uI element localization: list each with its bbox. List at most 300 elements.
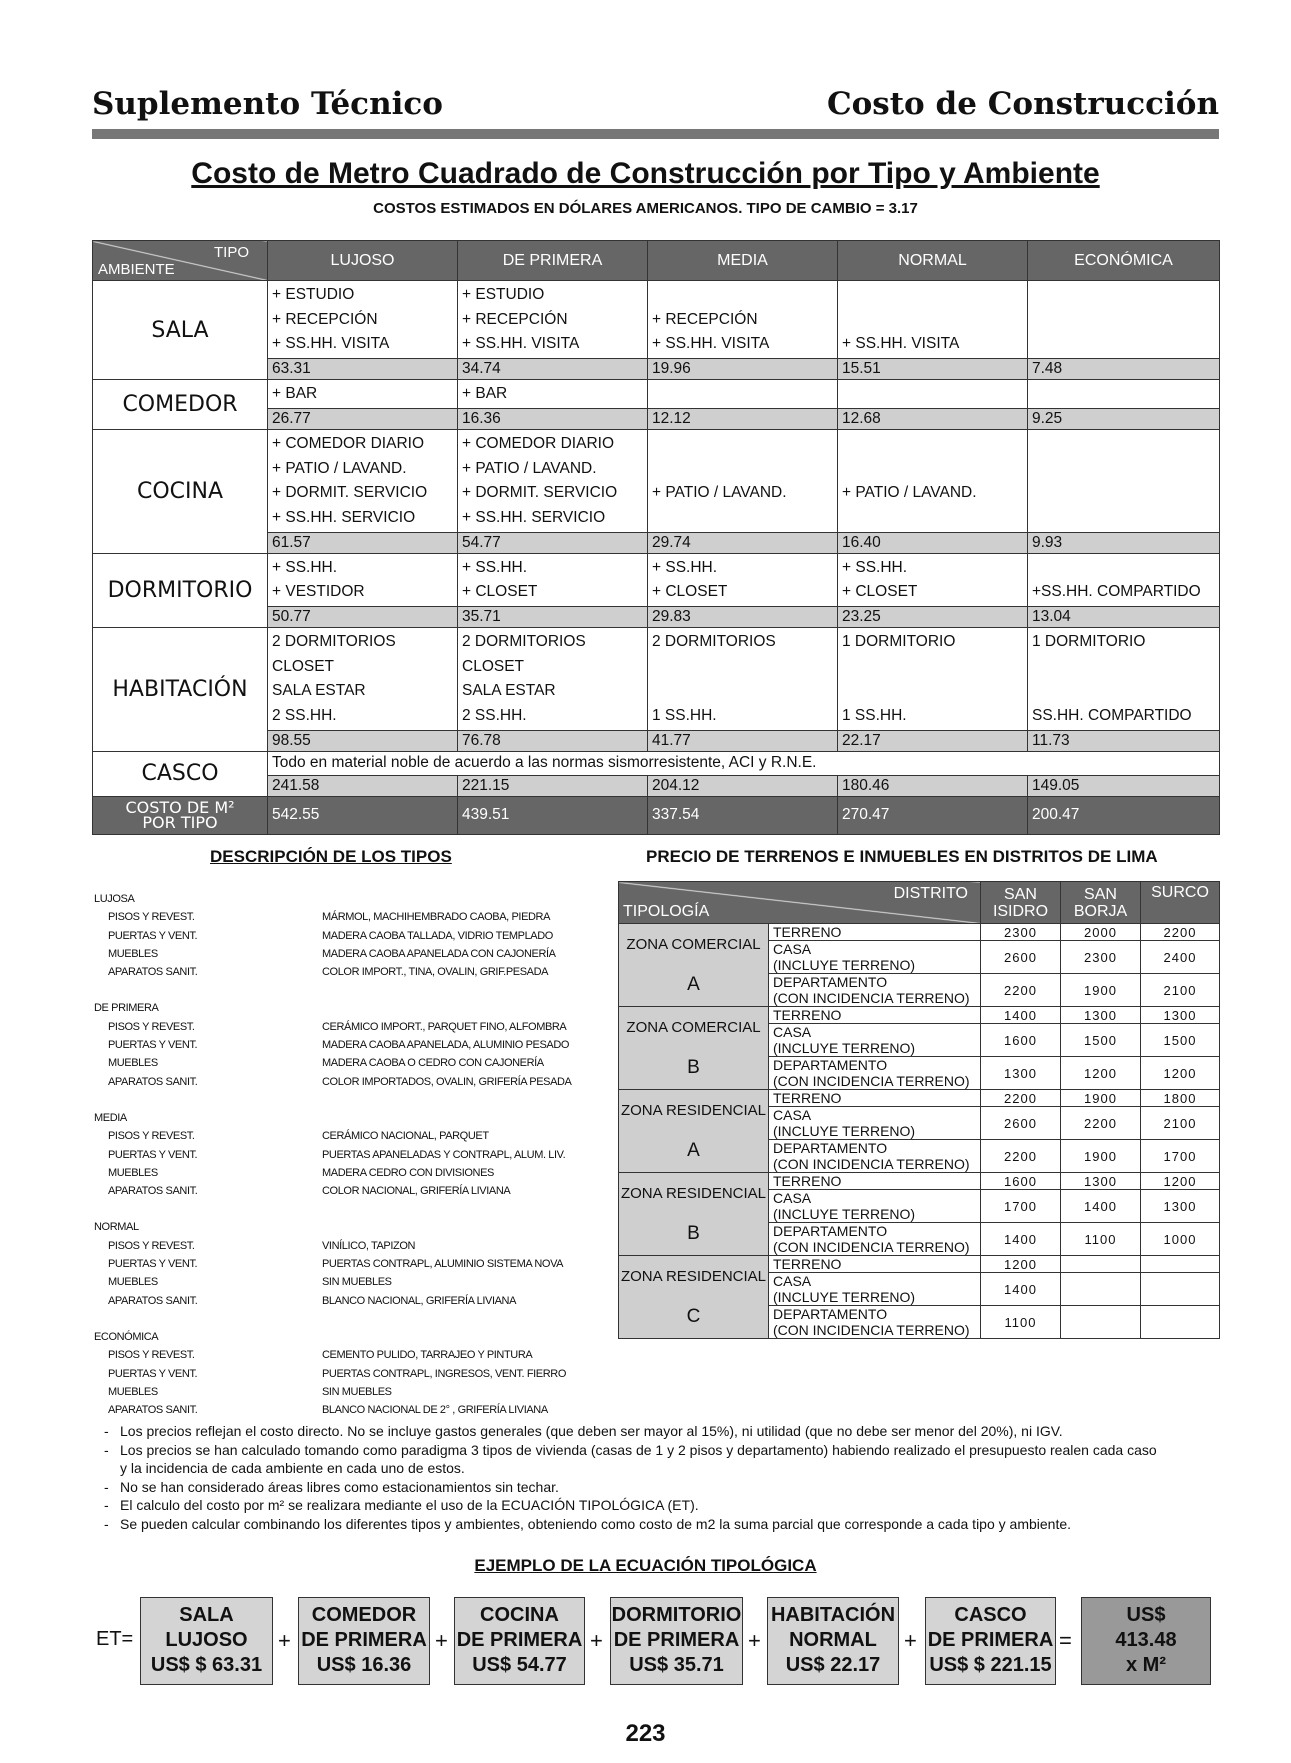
- district-header: SURCO: [1141, 882, 1220, 924]
- type-item-key: APARATOS SANIT.: [108, 966, 198, 979]
- land-price-table: [618, 881, 1220, 1339]
- property-type-line: (INCLUYE TERRENO): [773, 1289, 916, 1305]
- type-item-key: APARATOS SANIT.: [108, 1294, 198, 1307]
- types-description: [94, 890, 582, 1437]
- casco-description: Todo en material noble de acuerdo a las normas sismorresistente, ACI y R.N.E.: [268, 751, 1220, 775]
- cost-value: 16.40: [838, 532, 1028, 553]
- total-value: 270.47: [838, 796, 1028, 834]
- notes-list: [104, 1422, 1157, 1533]
- property-type: [769, 1007, 981, 1024]
- price-value: 2200: [1141, 924, 1220, 941]
- type-item-key: PUERTAS Y VENT.: [108, 1258, 198, 1271]
- type-item: [94, 1346, 582, 1364]
- property-type-line: (CON INCIDENCIA TERRENO): [773, 1322, 970, 1338]
- equation-result-box: [1081, 1597, 1211, 1685]
- col-header: DE PRIMERA: [458, 241, 648, 281]
- type-item: [94, 1255, 582, 1273]
- zone-name: ZONA RESIDENCIAL: [620, 1102, 767, 1119]
- ambiente-label: COCINA: [93, 429, 268, 553]
- property-type-line: CASA: [773, 1024, 812, 1040]
- price-value: 1400: [981, 1007, 1061, 1024]
- type-item: [94, 1054, 582, 1072]
- type-item-key: PUERTAS Y VENT.: [108, 1148, 198, 1161]
- type-item-key: APARATOS SANIT.: [108, 1075, 198, 1088]
- zone-name: ZONA RESIDENCIAL: [620, 1268, 767, 1285]
- property-type: [769, 1223, 981, 1256]
- property-type-line: DEPARTAMENTO: [773, 1057, 888, 1073]
- land-corner-bottom: TIPOLOGÍA: [623, 903, 710, 920]
- price-value: 1500: [1061, 1024, 1141, 1057]
- equation-term-line: CASCO: [954, 1604, 1027, 1626]
- type-group: [94, 890, 582, 981]
- equation-term-line: US$ $ 221.15: [929, 1654, 1052, 1676]
- property-type: [769, 1173, 981, 1190]
- price-value: 1200: [1141, 1173, 1220, 1190]
- type-item: [94, 1127, 582, 1145]
- zone-label: [619, 1256, 769, 1339]
- header-divider: [92, 129, 1219, 139]
- ambiente-description: + RECEPCIÓN + SS.HH. VISITA: [648, 281, 838, 359]
- zone-letter: B: [687, 1057, 700, 1078]
- ambiente-description: [1028, 429, 1220, 532]
- ambiente-description: + COMEDOR DIARIO + PATIO / LAVAND. + DORMIT. SERVICIO + SS.HH. SERVICIO: [268, 429, 458, 532]
- type-item-key: PISOS Y REVEST.: [108, 1239, 195, 1252]
- property-type-line: CASA: [773, 1273, 812, 1289]
- type-item-value: MADERA CAOBA O CEDRO CON CAJONERÍA: [322, 1057, 544, 1070]
- type-item-key: MUEBLES: [108, 1385, 158, 1398]
- plus-sign: +: [748, 1628, 761, 1653]
- equation-result-line: 413.48: [1115, 1629, 1177, 1651]
- ambiente-description: + SS.HH. + CLOSET: [648, 553, 838, 606]
- property-type-line: TERRENO: [773, 1173, 842, 1189]
- type-item: [94, 1036, 582, 1054]
- zone-letter: A: [687, 1140, 700, 1161]
- cost-table: [92, 240, 1220, 835]
- ambiente-description: [1028, 380, 1220, 409]
- cost-value: 22.17: [838, 730, 1028, 751]
- cost-value: 35.71: [458, 607, 648, 628]
- price-value: 1200: [981, 1256, 1061, 1273]
- property-type-line: CASA: [773, 1190, 812, 1206]
- property-type: [769, 1107, 981, 1140]
- price-value: 1900: [1061, 974, 1141, 1007]
- corner-top-label: TIPO: [213, 244, 249, 261]
- property-type-line: DEPARTAMENTO: [773, 1140, 888, 1156]
- type-group: [94, 1328, 582, 1419]
- ambiente-description: + ESTUDIO + RECEPCIÓN + SS.HH. VISITA: [268, 281, 458, 359]
- ambiente-label: HABITACIÓN: [93, 628, 268, 752]
- price-value: 2600: [981, 941, 1061, 974]
- property-type-line: (CON INCIDENCIA TERRENO): [773, 990, 970, 1006]
- type-item-value: MADERA CAOBA TALLADA, VIDRIO TEMPLADO: [322, 929, 553, 942]
- equation-term-box: [767, 1597, 899, 1685]
- note-item: [104, 1515, 1157, 1534]
- ambiente-description: 2 DORMITORIOS 1 SS.HH.: [648, 628, 838, 731]
- type-name: DE PRIMERA: [94, 1002, 159, 1015]
- property-type: [769, 941, 981, 974]
- price-value: 1200: [1061, 1057, 1141, 1090]
- type-item-value: MADERA CEDRO CON DIVISIONES: [322, 1166, 494, 1179]
- type-item-value: BLANCO NACIONAL DE 2° , GRIFERÍA LIVIANA: [322, 1404, 548, 1417]
- price-value: 1500: [1141, 1024, 1220, 1057]
- property-type-line: TERRENO: [773, 1090, 842, 1106]
- property-type: [769, 1273, 981, 1306]
- zone-name: ZONA RESIDENCIAL: [620, 1185, 767, 1202]
- equation-term-line: COMEDOR: [311, 1604, 417, 1626]
- note-item: [104, 1422, 1157, 1441]
- property-type: [769, 924, 981, 941]
- note-text: Los precios se han calculado tomando como paradigma 3 tipos de vivienda (casas de 1 y 2 pisos y departamento) habiendo realizado el presupuesto realen cada caso: [120, 1441, 1157, 1458]
- property-type-line: TERRENO: [773, 1256, 842, 1272]
- type-name: ECONÓMICA: [94, 1330, 159, 1343]
- cost-value: 9.25: [1028, 408, 1220, 429]
- price-value: [1061, 1273, 1141, 1306]
- col-header: ECONÓMICA: [1028, 241, 1220, 281]
- type-item-value: MÁRMOL, MACHIHEMBRADO CAOBA, PIEDRA: [322, 911, 551, 924]
- cost-value: 63.31: [268, 359, 458, 380]
- note-bullet: -: [104, 1441, 109, 1458]
- property-type: [769, 974, 981, 1007]
- ambiente-description: + PATIO / LAVAND.: [838, 429, 1028, 532]
- total-value: 337.54: [648, 796, 838, 834]
- cost-value: 11.73: [1028, 730, 1220, 751]
- price-value: 1800: [1141, 1090, 1220, 1107]
- type-name: NORMAL: [94, 1221, 139, 1234]
- price-value: 1300: [1061, 1007, 1141, 1024]
- note-item: [104, 1496, 1157, 1515]
- price-value: 1900: [1061, 1140, 1141, 1173]
- type-item: [94, 908, 582, 926]
- price-value: 2100: [1141, 1107, 1220, 1140]
- price-value: 2100: [1141, 974, 1220, 1007]
- price-value: [1141, 1306, 1220, 1339]
- type-item: [94, 1273, 582, 1291]
- type-item: [94, 1401, 582, 1419]
- price-value: 1400: [1061, 1190, 1141, 1223]
- ambiente-description: 2 DORMITORIOS CLOSET SALA ESTAR 2 SS.HH.: [458, 628, 648, 731]
- price-value: 1600: [981, 1173, 1061, 1190]
- note-item: [104, 1459, 1157, 1478]
- type-item: [94, 1237, 582, 1255]
- cost-value: 149.05: [1028, 775, 1220, 796]
- cost-value: 50.77: [268, 607, 458, 628]
- property-type: [769, 1090, 981, 1107]
- note-bullet: -: [104, 1423, 109, 1439]
- equation-term-line: US$ 35.71: [629, 1654, 724, 1676]
- type-group: [94, 999, 582, 1090]
- plus-sign: +: [590, 1628, 603, 1653]
- total-label-line: COSTO DE M²: [125, 798, 235, 818]
- cost-value: 12.12: [648, 408, 838, 429]
- property-type-line: (INCLUYE TERRENO): [773, 1206, 916, 1222]
- type-item-value: VINÍLICO, TAPIZON: [322, 1239, 416, 1252]
- ambiente-description: 2 DORMITORIOS CLOSET SALA ESTAR 2 SS.HH.: [268, 628, 458, 731]
- type-item-value: CERÁMICO NACIONAL, PARQUET: [322, 1130, 489, 1143]
- land-corner-top: DISTRITO: [893, 885, 968, 902]
- property-type: [769, 1140, 981, 1173]
- type-item-value: PUERTAS CONTRAPL, INGRESOS, VENT. FIERRO: [322, 1367, 566, 1380]
- price-value: 1300: [1141, 1190, 1220, 1223]
- property-type-line: TERRENO: [773, 1007, 842, 1023]
- ambiente-description: + COMEDOR DIARIO + PATIO / LAVAND. + DORMIT. SERVICIO + SS.HH. SERVICIO: [458, 429, 648, 532]
- price-value: 1300: [981, 1057, 1061, 1090]
- zone-label: [619, 924, 769, 1007]
- cost-value: 12.68: [838, 408, 1028, 429]
- equation-heading: EJEMPLO DE LA ECUACIÓN TIPOLÓGICA: [474, 1556, 817, 1575]
- ambiente-label: SALA: [93, 281, 268, 380]
- type-item: [94, 963, 582, 981]
- ambiente-description: + SS.HH. + VESTIDOR: [268, 553, 458, 606]
- equation-term-line: DORMITORIO: [611, 1604, 742, 1626]
- equation-term-line: COCINA: [480, 1604, 559, 1626]
- note-bullet: -: [104, 1497, 109, 1513]
- ambiente-description: + SS.HH. VISITA: [838, 281, 1028, 359]
- equation-term-line: US$ 16.36: [316, 1654, 412, 1676]
- equation-term-line: US$ $ 63.31: [150, 1654, 263, 1676]
- type-group: [94, 1218, 582, 1309]
- district-header: SAN ISIDRO: [981, 882, 1061, 924]
- col-header: LUJOSO: [268, 241, 458, 281]
- type-item: [94, 1164, 582, 1182]
- type-item-value: CERÁMICO IMPORT., PARQUET FINO, ALFOMBRA: [322, 1020, 567, 1033]
- equation-term-line: HABITACIÓN: [770, 1604, 896, 1626]
- cost-value: 241.58: [268, 775, 458, 796]
- equation-term-line: DE PRIMERA: [927, 1629, 1054, 1651]
- types-heading: DESCRIPCIÓN DE LOS TIPOS: [210, 847, 452, 866]
- cost-value: 61.57: [268, 532, 458, 553]
- type-item-key: APARATOS SANIT.: [108, 1404, 198, 1417]
- price-value: 2200: [981, 974, 1061, 1007]
- property-type-line: DEPARTAMENTO: [773, 1306, 888, 1322]
- ambiente-description: 1 DORMITORIO SS.HH. COMPARTIDO: [1028, 628, 1220, 731]
- type-item-value: MADERA CAOBA APANELADA, ALUMINIO PESADO: [322, 1039, 570, 1052]
- equation-term-box: [925, 1597, 1056, 1685]
- property-type: [769, 1057, 981, 1090]
- property-type-line: (CON INCIDENCIA TERRENO): [773, 1156, 970, 1172]
- cost-value: 13.04: [1028, 607, 1220, 628]
- land-heading: PRECIO DE TERRENOS E INMUEBLES EN DISTRITOS DE LIMA: [646, 847, 1158, 866]
- plus-sign: +: [435, 1628, 448, 1653]
- cost-value: 7.48: [1028, 359, 1220, 380]
- property-type: [769, 1190, 981, 1223]
- price-value: 1300: [1061, 1173, 1141, 1190]
- page-number: 223: [625, 1720, 666, 1747]
- price-value: 1700: [1141, 1140, 1220, 1173]
- price-value: 1300: [1141, 1007, 1220, 1024]
- corner-header: [93, 241, 268, 281]
- equation-result-line: x M²: [1126, 1654, 1166, 1676]
- price-value: 2000: [1061, 924, 1141, 941]
- total-label: [93, 796, 268, 834]
- price-value: 1700: [981, 1190, 1061, 1223]
- note-text: El calculo del costo por m² se realizara mediante el uso de la ECUACIÓN TIPOLÓGICA (ET).: [120, 1497, 699, 1513]
- type-item-key: MUEBLES: [108, 1057, 158, 1070]
- type-item-key: PISOS Y REVEST.: [108, 1130, 195, 1143]
- price-value: 1600: [981, 1024, 1061, 1057]
- cost-value: 41.77: [648, 730, 838, 751]
- page-title: Costo de Metro Cuadrado de Construcción por Tipo y Ambiente: [191, 157, 1100, 190]
- type-item-key: PISOS Y REVEST.: [108, 1020, 195, 1033]
- type-item-value: COLOR NACIONAL, GRIFERÍA LIVIANA: [322, 1185, 511, 1198]
- equation-term-box: [610, 1597, 743, 1685]
- cost-value: 76.78: [458, 730, 648, 751]
- zone-name: ZONA COMERCIAL: [626, 936, 761, 953]
- plus-sign: +: [278, 1628, 291, 1653]
- type-item-key: PUERTAS Y VENT.: [108, 1367, 198, 1380]
- property-type: [769, 1024, 981, 1057]
- note-text: Los precios reflejan el costo directo. No se incluye gastos generales (que deben ser mayor al 15%), ni utilidad (que no debe ser menor del 20%), ni IGV.: [120, 1423, 1063, 1439]
- type-item-value: SIN MUEBLES: [322, 1385, 392, 1398]
- equation-label: ET=: [96, 1628, 134, 1650]
- price-value: 1000: [1141, 1223, 1220, 1256]
- total-value: 200.47: [1028, 796, 1220, 834]
- equation-term-line: US$ 54.77: [472, 1654, 567, 1676]
- price-value: 2400: [1141, 941, 1220, 974]
- equation-term-box: [298, 1597, 430, 1685]
- equation-term-line: NORMAL: [789, 1629, 877, 1651]
- price-value: 1400: [981, 1223, 1061, 1256]
- land-corner-header: [619, 882, 981, 924]
- type-name: LUJOSA: [94, 893, 135, 905]
- zone-letter: A: [687, 974, 700, 995]
- ambiente-description: [838, 380, 1028, 409]
- property-type: [769, 1256, 981, 1273]
- note-item: [104, 1478, 1157, 1497]
- type-item-key: PUERTAS Y VENT.: [108, 1039, 198, 1052]
- ambiente-description: [1028, 281, 1220, 359]
- property-type-line: (INCLUYE TERRENO): [773, 1123, 916, 1139]
- price-value: 2300: [1061, 941, 1141, 974]
- type-item-key: PISOS Y REVEST.: [108, 911, 195, 924]
- col-header: NORMAL: [838, 241, 1028, 281]
- price-value: 2200: [1061, 1107, 1141, 1140]
- type-item-key: MUEBLES: [108, 947, 158, 960]
- header-right: Costo de Construcción: [826, 86, 1219, 122]
- price-value: 1400: [981, 1273, 1061, 1306]
- note-text: No se han considerado áreas libres como estacionamientos sin techar.: [120, 1478, 559, 1495]
- price-value: 2600: [981, 1107, 1061, 1140]
- equation-term-line: DE PRIMERA: [613, 1629, 740, 1651]
- plus-sign: +: [904, 1628, 917, 1653]
- type-item-key: PISOS Y REVEST.: [108, 1349, 195, 1362]
- type-item: [94, 1292, 582, 1310]
- equals-sign: =: [1059, 1628, 1072, 1653]
- note-text: Se pueden calcular combinando los diferentes tipos y ambientes, obteniendo como costo de m2 la suma parcial que corresponde a cada tipo y ambiente.: [120, 1515, 1072, 1532]
- type-item: [94, 1365, 582, 1383]
- cost-value: 16.36: [458, 408, 648, 429]
- cost-value: 180.46: [838, 775, 1028, 796]
- type-item-value: PUERTAS APANELADAS Y CONTRAPL, ALUM. LIV.: [322, 1148, 566, 1161]
- corner-bottom-label: AMBIENTE: [98, 261, 175, 278]
- type-item-value: MADERA CAOBA APANELADA CON CAJONERÍA: [322, 947, 556, 960]
- property-type-line: (CON INCIDENCIA TERRENO): [773, 1239, 970, 1255]
- property-type-line: CASA: [773, 941, 812, 957]
- cost-value: 9.93: [1028, 532, 1220, 553]
- type-item: [94, 1383, 582, 1401]
- type-group: [94, 1109, 582, 1200]
- equation-term-line: LUJOSO: [165, 1629, 248, 1651]
- zone-label: [619, 1090, 769, 1173]
- price-value: [1061, 1256, 1141, 1273]
- property-type-line: (CON INCIDENCIA TERRENO): [773, 1073, 970, 1089]
- total-row: [93, 796, 1220, 834]
- type-item: [94, 1146, 582, 1164]
- note-bullet: -: [104, 1515, 109, 1532]
- equation-term-line: SALA: [179, 1604, 234, 1626]
- cost-value: 29.74: [648, 532, 838, 553]
- equation-term-line: US$ 22.17: [785, 1654, 881, 1676]
- cost-value: 98.55: [268, 730, 458, 751]
- ambiente-description: + SS.HH. + CLOSET: [458, 553, 648, 606]
- type-item-value: COLOR IMPORTADOS, OVALIN, GRIFERÍA PESADA: [322, 1075, 572, 1088]
- ambiente-description: + ESTUDIO + RECEPCIÓN + SS.HH. VISITA: [458, 281, 648, 359]
- ambiente-description: 1 DORMITORIO 1 SS.HH.: [838, 628, 1028, 731]
- ambiente-description: [648, 380, 838, 409]
- price-value: 1200: [1141, 1057, 1220, 1090]
- property-type: [769, 1306, 981, 1339]
- price-value: 2200: [981, 1140, 1061, 1173]
- property-type-line: DEPARTAMENTO: [773, 1223, 888, 1239]
- type-item-key: MUEBLES: [108, 1276, 158, 1289]
- total-value: 439.51: [458, 796, 648, 834]
- ambiente-description: +SS.HH. COMPARTIDO: [1028, 553, 1220, 606]
- note-item: [104, 1441, 1157, 1460]
- equation-term-box: [140, 1597, 273, 1685]
- note-bullet: [104, 1459, 120, 1478]
- ambiente-label: DORMITORIO: [93, 553, 268, 627]
- ambiente-description: + BAR: [268, 380, 458, 409]
- cost-value: 19.96: [648, 359, 838, 380]
- cost-value: 23.25: [838, 607, 1028, 628]
- property-type-line: DEPARTAMENTO: [773, 974, 888, 990]
- cost-value: 54.77: [458, 532, 648, 553]
- type-item-value: CEMENTO PULIDO, TARRAJEO Y PINTURA: [322, 1349, 533, 1362]
- cost-value: 26.77: [268, 408, 458, 429]
- price-value: 1100: [1061, 1223, 1141, 1256]
- equation-result-line: US$: [1126, 1604, 1166, 1626]
- cost-value: 15.51: [838, 359, 1028, 380]
- ambiente-description: + BAR: [458, 380, 648, 409]
- total-value: 542.55: [268, 796, 458, 834]
- cost-value: 221.15: [458, 775, 648, 796]
- ambiente-description: + SS.HH. + CLOSET: [838, 553, 1028, 606]
- type-item: [94, 1073, 582, 1091]
- type-item: [94, 927, 582, 945]
- header-left: Suplemento Técnico: [92, 86, 443, 122]
- type-name: MEDIA: [94, 1111, 127, 1124]
- price-value: 2300: [981, 924, 1061, 941]
- zone-letter: C: [686, 1306, 701, 1327]
- price-value: [1141, 1273, 1220, 1306]
- property-type-line: TERRENO: [773, 924, 842, 940]
- type-item: [94, 1018, 582, 1036]
- type-item: [94, 1182, 582, 1200]
- type-item-value: PUERTAS CONTRAPL, ALUMINIO SISTEMA NOVA: [322, 1258, 564, 1271]
- type-item-value: COLOR IMPORT., TINA, OVALIN, GRIF.PESADA: [322, 966, 549, 979]
- equation-term-line: DE PRIMERA: [301, 1629, 427, 1651]
- type-item-key: MUEBLES: [108, 1166, 158, 1179]
- col-header: MEDIA: [648, 241, 838, 281]
- price-value: 1900: [1061, 1090, 1141, 1107]
- zone-letter: B: [687, 1223, 700, 1244]
- ambiente-label: COMEDOR: [93, 380, 268, 430]
- equation-term-line: DE PRIMERA: [456, 1629, 583, 1651]
- type-item-key: APARATOS SANIT.: [108, 1185, 198, 1198]
- type-item: [94, 945, 582, 963]
- note-text: y la incidencia de cada ambiente en cada uno de estos.: [120, 1460, 465, 1476]
- type-item-value: SIN MUEBLES: [322, 1276, 392, 1289]
- cost-value: 34.74: [458, 359, 648, 380]
